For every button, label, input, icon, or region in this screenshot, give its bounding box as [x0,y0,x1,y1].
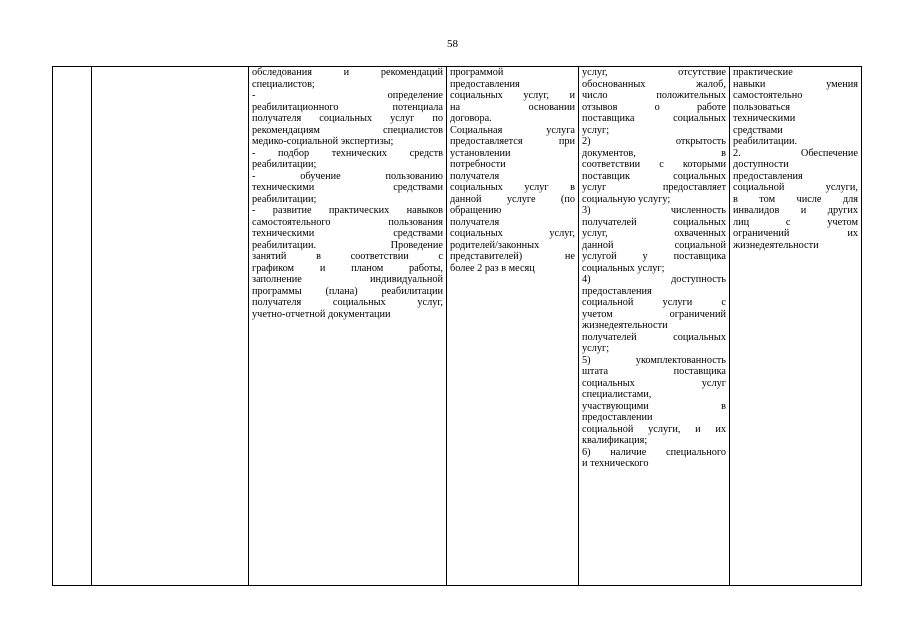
services-table [52,66,862,586]
cell-text-line: услуг предоставляет [582,182,726,193]
cell-service-description [249,67,447,586]
cell-text-line: реабилитации. Проведение [252,239,443,251]
cell-text-line: занятий в соответствии с [252,251,443,262]
cell-text-line: графиком и планом работы, [252,262,443,274]
cell-text-line: предоставляется при [450,136,575,147]
cell-text-line: родителей/законных [450,239,540,251]
cell-text-line: социальных услуг [582,377,726,389]
cell-text-line: социальную услугу; [582,193,671,205]
cell-text-line: 6) наличие специального [582,446,726,458]
cell-text-line: доступности [733,159,789,170]
table-row [53,67,862,586]
cell-text-line: услуг, охваченных [582,228,726,239]
cell-text-line: более 2 раз в месяц [450,262,535,274]
cell-text-line: практические [733,67,793,78]
cell-text-line: пользоваться [733,101,791,113]
cell-text-line: и технического [582,458,649,469]
cell-text-line: представителей) не [450,251,575,262]
cell-text-line: техническими [733,113,796,124]
cell-text-line: получателя [450,216,500,228]
cell-text-line: данной социальной [582,239,726,251]
cell-text-line: социальной услуги, [733,182,858,193]
cell-text-line: социальных услуг, [450,228,575,239]
cell-text-line: социальных услуг, и [450,90,575,101]
cell-text-line: обращению [450,205,502,216]
cell-text-line: жизнедеятельности [733,239,819,251]
cell-text-line: программой [450,67,504,78]
cell-text-line: получателя [450,170,500,182]
cell-text-line: в том числе для [733,193,858,205]
cell-text-line: жизнедеятельности [582,320,668,331]
cell-text-line: ограничений их [733,228,858,239]
cell-text-line: самостоятельного пользования [252,216,443,228]
cell-text-line: Социальная услуга [450,124,575,136]
cell-text-line: 2) открытость [582,136,726,147]
cell-text-line: специалистов; [252,78,315,90]
cell-text-line: документов, в [582,147,726,159]
cell-text-line: 3) численность [582,205,726,216]
cell-text-line: получателей социальных [582,331,726,343]
cell-text-line: предоставлении [582,412,653,423]
cell-text-line: соответствии с которыми [582,159,726,170]
cell-text-line: - определение [252,90,443,101]
cell-text-line: услугой у поставщика [582,251,726,262]
cell-text-line: - развитие практических навыков [252,205,443,216]
cell-text-line: 4) доступность [582,274,726,285]
cell-text-line: - подбор технических средств [252,147,443,159]
cell-text-line: услуг; [582,124,610,136]
cell-text-line: техническими средствами [252,228,443,239]
cell-text-line: средствами [733,124,783,136]
cell-text-line: учетно-отчетной документации [252,308,391,320]
cell-text-line: социальных услуг в [450,182,575,193]
cell-text-line: специалистами, [582,389,652,400]
cell-text-line: предоставления [733,170,803,182]
cell-text-line: обоснованных жалоб, [582,78,726,90]
cell-text-line: обследования и рекомендаций [252,67,443,78]
cell-text-line: 5) укомплектованность [582,354,726,366]
cell-text-line: услуг, отсутствие [582,67,726,78]
cell-text-line: социальной услуги с [582,297,726,308]
cell-text-line: поставщика социальных [582,113,726,124]
cell-text-line: данной услуге (по [450,193,575,205]
cell-text-line: - обучение пользованию [252,170,443,182]
cell-text-line: отзывов о работе [582,101,726,113]
cell-text-line: инвалидов и других [733,205,858,216]
cell-text-line: на основании [450,101,575,113]
cell-text-line: предоставления [582,285,652,297]
cell-number [53,67,92,586]
cell-text-line: установлении [450,147,511,159]
cell-text-line: услуг; [582,343,610,354]
cell-text-line: получателей социальных [582,216,726,228]
cell-text-line: реабилитации. [733,136,798,147]
cell-text-line: самостоятельно [733,90,803,101]
cell-text-line: медико-социальной экспертизы; [252,136,394,147]
cell-text-line: реабилитационного потенциала [252,101,443,113]
page-number: 58 [447,38,458,50]
cell-service-terms [447,67,579,586]
cell-text-line: учетом ограничений [582,308,726,320]
cell-text-line: лиц с учетом [733,216,858,228]
cell-text-line: квалификация; [582,435,648,446]
cell-text-line: навыки умения [733,78,858,90]
cell-text-line: число положительных [582,90,726,101]
cell-text-line: участвующими в [582,400,726,412]
cell-text-line: социальных услуг; [582,262,665,274]
cell-quality-indicators [579,67,730,586]
cell-text-line: потребности [450,159,506,170]
cell-text-line: программы (плана) реабилитации [252,285,443,297]
cell-text-line: договора. [450,113,492,124]
cell-service-name [92,67,249,586]
cell-text-line: социальной услуги, и их [582,423,726,435]
cell-text-line: 2. Обеспечение [733,147,858,159]
cell-text-line: получателя социальных услуг по [252,113,443,124]
cell-service-results [730,67,862,586]
cell-text-line: рекомендациям специалистов [252,124,443,136]
cell-text-line: предоставления [450,78,520,90]
cell-text-line: реабилитации; [252,193,317,205]
cell-text-line: получателя социальных услуг, [252,297,443,308]
cell-text-line: штата поставщика [582,366,726,377]
cell-text-line: заполнение индивидуальной [252,274,443,285]
cell-text-line: реабилитации; [252,159,317,170]
cell-text-line: поставщик социальных [582,170,726,182]
cell-text-line: техническими средствами [252,182,443,193]
